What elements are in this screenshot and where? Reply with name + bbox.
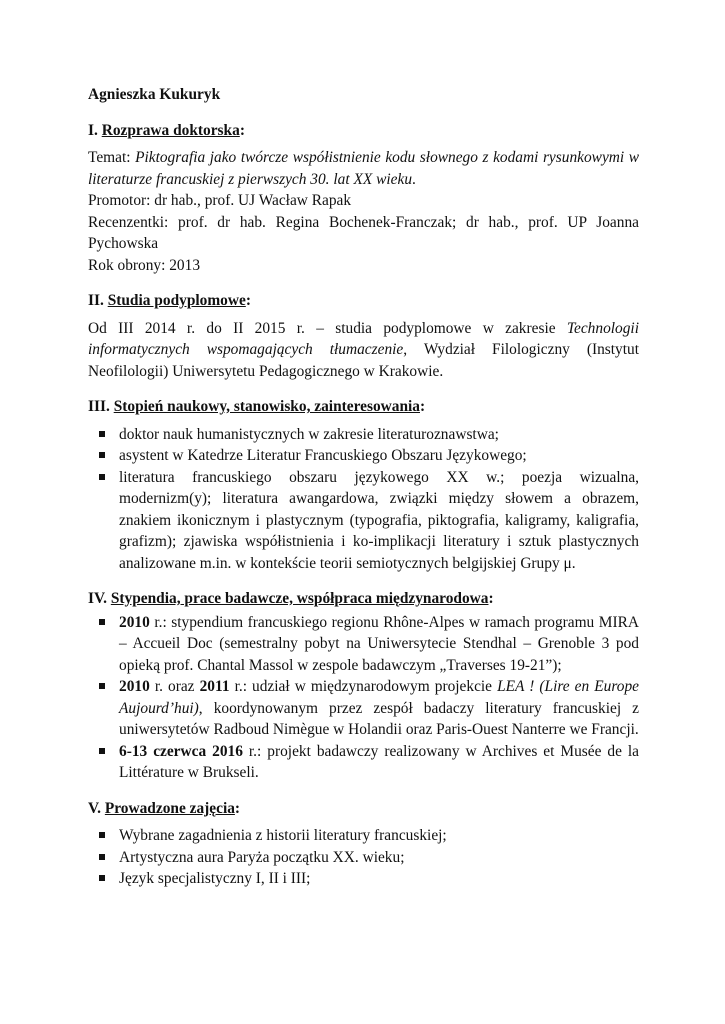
list-item (88, 741, 639, 784)
bullet-icon (99, 748, 105, 754)
list-item-text: doktor nauk humanistycznych w zakresie literaturoznawstwa; (119, 425, 499, 443)
list-item (88, 847, 639, 869)
section-courses (88, 798, 639, 890)
heading-colon: : (245, 292, 251, 309)
list-item-text: r.: stypendium francuskiego regionu Rhône-Alpes w ramach programu MIRA – Accueil Doc (semestralny pobyt na Uniwersytecie Stendhal – Grenoble 3 pod opieką prof. Chantal Massol w zespole badawczym „Traverses 19-21”); (119, 613, 639, 674)
list-item (88, 868, 639, 890)
bullet-icon (99, 832, 105, 838)
section-heading (88, 588, 639, 610)
topic-label: Temat: (88, 149, 136, 166)
author-name: Agnieszka Kukuryk (88, 86, 221, 103)
list-item-text: Wybrane zagadnienia z historii literatury francuskiej; (119, 827, 447, 844)
bullet-icon (99, 452, 105, 458)
list-item-text: r.: projekt badawczy realizowany w Archives et Musée de la Littérature w Brukseli. (119, 742, 640, 781)
heading-colon: : (420, 398, 426, 415)
bullet-icon (99, 474, 105, 480)
bullet-icon (99, 683, 105, 689)
list-item-text: Język specjalistyczny I, II i III; (119, 870, 311, 887)
section-scholarships (88, 588, 639, 784)
list-item-text: literatura francuskiego obszaru językowego XX w.; poezja wizualna, modernizm(y); literatura awangardowa, związki między słowem a obrazem, znakiem ikonicznym i plastycznym (typografia, piktografia, kaligramy, kaligrafia, grafizm); zjawiska współistnienia i ko-implikacji literatury i sztuk plastycznych analizowane m.in. w kontekście teorii semiotycznych belgijskiej Grupy μ. (119, 468, 639, 572)
year: 2010 (119, 678, 150, 695)
bullet-icon (99, 431, 105, 437)
list-item (88, 424, 639, 446)
list-item (88, 612, 639, 677)
dissertation-topic (88, 147, 639, 190)
list-item (88, 445, 639, 467)
section-number: III. (88, 398, 110, 415)
year: 2010 (119, 613, 150, 631)
section-title: Stopień naukowy, stanowisko, zainteresowania (113, 398, 420, 415)
year: 2011 (199, 678, 230, 695)
promotor: Promotor: dr hab., prof. UJ Wacław Rapak (88, 192, 352, 209)
date: 6-13 czerwca 2016 (119, 742, 243, 760)
topic-title: Piktografia jako twórcze współistnienie kodu słownego z kodami rysunkowymi w literaturze francuskiej z pierwszych 30. lat XX wieku (88, 149, 639, 188)
defense-year: Rok obrony: 2013 (88, 256, 201, 274)
heading-colon: : (239, 121, 245, 139)
section-heading (88, 120, 639, 142)
section-postgraduate (88, 290, 639, 382)
bullet-icon (99, 619, 105, 625)
section-title: Rozprawa doktorska (101, 121, 240, 139)
heading-colon: : (234, 799, 241, 817)
section-title: Stypendia, prace badawcze, współpraca międzynarodowa (110, 590, 489, 607)
scholarship-list (88, 612, 639, 784)
bullet-icon (99, 854, 105, 860)
text-part: r. oraz (149, 678, 200, 695)
text-part: r.: udział w międzynarodowym projekcie (229, 678, 498, 695)
section-number: I. (88, 121, 98, 139)
list-item (88, 467, 639, 575)
section-number: V. (88, 799, 101, 817)
list-item (88, 825, 639, 847)
list-item-text: asystent w Katedrze Literatur Francuskiego Obszaru Językowego; (119, 447, 527, 464)
section-number: II. (88, 292, 104, 309)
text-part: Od III 2014 r. do II 2015 r. – studia podyplomowe w zakresie (88, 319, 567, 337)
section-title: Studia podyplomowe (107, 292, 246, 309)
list-item (88, 676, 639, 741)
course-list (88, 825, 639, 890)
project-name: LEA ! (Lire en Europe Aujourd’hui) (119, 678, 640, 717)
section-dissertation (88, 120, 639, 277)
section-heading (88, 798, 639, 820)
section-degree (88, 396, 639, 574)
degree-list (88, 424, 639, 575)
document-page (88, 84, 639, 904)
reviewers: Recenzentki: prof. dr hab. Regina Bochenek-Franczak; dr hab., prof. UP Joanna Pychowska (88, 213, 639, 252)
postgraduate-text (88, 318, 639, 383)
section-heading (88, 396, 639, 418)
section-title: Prowadzone zajęcia (104, 799, 235, 817)
topic-end: . (412, 170, 416, 188)
section-heading (88, 290, 639, 312)
section-number: IV. (88, 590, 107, 607)
bullet-icon (99, 875, 105, 881)
text-part: , koordynowanym przez zespół badaczy literatury francuskiej z uniwersytetów Radboud Nimègue w Holandii oraz Paris-Ouest Nanterre we Francji. (119, 699, 639, 738)
text-part: , Wydział Filologiczny (Instytut Neofilologii) Uniwersytetu Pedagogicznego w Krakowie. (88, 341, 639, 380)
list-item-text: Artystyczna aura Paryża początku XX. wieku; (119, 848, 405, 866)
heading-colon: : (488, 590, 494, 607)
study-name: Technologii informatycznych wspomagających tłumaczenie (88, 319, 639, 358)
